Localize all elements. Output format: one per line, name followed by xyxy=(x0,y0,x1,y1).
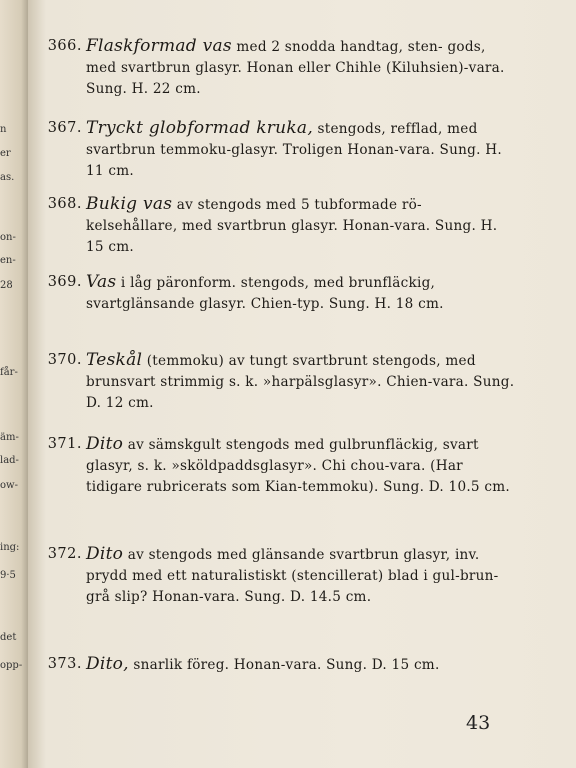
entry-continuation: cm. xyxy=(413,657,440,673)
entry-text: (temmoku) av tungt svartbrunt stengods, xyxy=(142,353,441,369)
catalog-entry xyxy=(47,544,516,608)
entry-continuation: svartglänsande glasyr. Chien-typ. Sung. H. 18 cm. xyxy=(86,296,444,312)
entry-text: snarlik föreg. Honan-vara. Sung. D. 15 xyxy=(128,657,410,673)
margin-fragment: n xyxy=(0,124,7,135)
margin-fragment: det xyxy=(0,632,17,643)
entry-title: Bukig vas xyxy=(86,194,173,214)
entry-text: med 2 snodda handtag, sten- xyxy=(231,39,443,55)
entry-text: i låg päronform. stengods, med brunfläckig, xyxy=(116,275,436,291)
margin-fragment: ow- xyxy=(0,480,18,491)
entry-continuation: med svartbrun temmoku-glasyr. Troligen Honan-vara. Sung. H. 11 cm. xyxy=(86,121,502,179)
catalog-entry xyxy=(47,118,516,182)
entry-number: 370. xyxy=(47,352,82,368)
entry-continuation: svart glasyr, s. k. »sköldpaddsglasyr». Chi chou-vara. (Har tidigare rubricerats som Kian-temmoku). Sung. D. 10.5 cm. xyxy=(86,437,510,495)
entry-title: Teskål xyxy=(86,350,143,370)
catalog-entry xyxy=(47,654,516,676)
page-number: 43 xyxy=(466,712,491,734)
catalog-entry xyxy=(47,194,516,258)
entry-title: Dito, xyxy=(86,654,129,674)
entry-continuation: med brunsvart strimmig s. k. »harpälsglasyr». Chien-vara. Sung. D. 12 cm. xyxy=(86,353,515,411)
margin-fragment: 9·5 xyxy=(0,570,16,581)
margin-fragment: en- xyxy=(0,255,16,266)
catalog-page xyxy=(28,0,576,768)
entry-continuation: inv. prydd med ett naturalistiskt (stencillerat) blad i gul-brun-grå slip? Honan-vara. Sung. D. 14.5 cm. xyxy=(86,547,499,605)
entry-number: 368. xyxy=(47,196,82,212)
entry-title: Tryckt globformad kruka, xyxy=(86,118,313,138)
catalog-entry xyxy=(47,434,516,498)
catalog-entry xyxy=(47,350,516,414)
entry-continuation: kelsehållare, med svartbrun glasyr. Honan-vara. Sung. H. 15 cm. xyxy=(86,218,498,255)
entry-text: av stengods med glänsande svartbrun glasyr, xyxy=(123,547,451,563)
margin-fragment: 28 xyxy=(0,280,13,291)
entry-text: av sämskgult stengods med gulbrunfläckig, xyxy=(123,437,439,453)
entry-title: Flaskformad vas xyxy=(86,36,232,56)
catalog-entry xyxy=(47,272,516,315)
margin-fragment: lad- xyxy=(0,455,19,466)
left-page-edge xyxy=(0,0,30,768)
entry-text: stengods, refflad, xyxy=(312,121,443,137)
margin-fragment: får- xyxy=(0,367,18,378)
entry-title: Dito xyxy=(86,434,124,454)
margin-fragment: er xyxy=(0,148,11,159)
entry-continuation: gods, med svartbrun glasyr. Honan eller Chihle (Kiluhsien)-vara. Sung. H. 22 cm. xyxy=(86,39,505,97)
margin-fragment: ing: xyxy=(0,542,20,553)
entry-number: 369. xyxy=(47,274,82,290)
entry-number: 367. xyxy=(47,120,82,136)
entry-number: 373. xyxy=(47,656,82,672)
catalog-entry xyxy=(47,36,516,100)
entry-title: Dito xyxy=(86,544,124,564)
margin-fragment: as. xyxy=(0,172,15,183)
entry-number: 372. xyxy=(47,546,82,562)
entry-title: Vas xyxy=(86,272,117,292)
margin-fragment: äm- xyxy=(0,432,19,443)
entry-text: av stengods med 5 tubformade rö- xyxy=(172,197,422,213)
margin-fragment: on- xyxy=(0,232,16,243)
entry-number: 371. xyxy=(47,436,82,452)
margin-fragment: opp- xyxy=(0,660,23,671)
entry-number: 366. xyxy=(47,38,82,54)
